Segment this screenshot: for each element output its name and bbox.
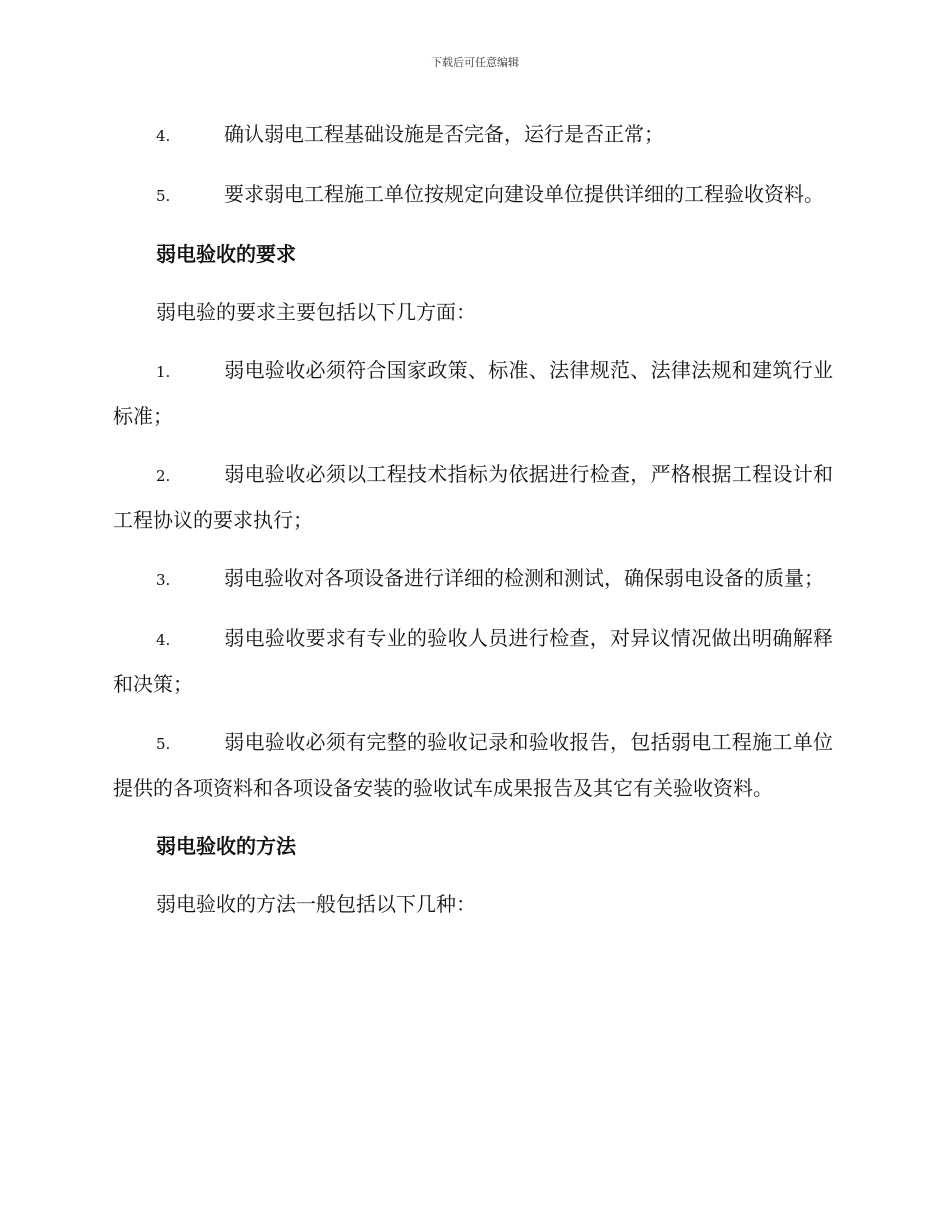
list-text: 要求弱电工程施工单位按规定向建设单位提供详细的工程验收资料。: [224, 182, 824, 206]
list-item: [113, 452, 833, 542]
list-text: 确认弱电工程基础设施是否完备，运行是否正常；: [224, 122, 664, 146]
list-item: [113, 172, 833, 218]
list-text: 弱电验收必须有完整的验收记录和验收报告，包括弱电工程施工单位提供的各项资料和各项设备安装的验收试车成果报告及其它有关验收资料。: [113, 730, 833, 800]
page-header: 下载后可任意编辑: [431, 56, 519, 69]
section-intro-methods: 弱电验收的方法一般包括以下几种：: [156, 892, 476, 916]
list-item: [113, 112, 833, 158]
section-intro-requirements: 弱电验的要求主要包括以下几方面：: [156, 300, 476, 324]
document-content: [113, 112, 833, 940]
list-number: 5.: [156, 187, 171, 205]
list-item: [113, 348, 833, 438]
list-text: 弱电验收对各项设备进行详细的检测和测试，确保弱电设备的质量；: [224, 566, 824, 590]
list-number: 4.: [156, 631, 171, 649]
list-number: 3.: [156, 571, 171, 589]
list-text: 弱电验收要求有专业的验收人员进行检查，对异议情况做出明确解释和决策；: [113, 626, 833, 696]
list-number: 4.: [156, 127, 171, 145]
list-number: 5.: [156, 735, 171, 753]
list-item: [113, 720, 833, 810]
list-number: 1.: [156, 363, 171, 381]
list-item: [113, 556, 833, 602]
list-item: [113, 616, 833, 706]
section-heading-methods: 弱电验收的方法: [156, 834, 296, 858]
list-text: 弱电验收必须以工程技术指标为依据进行检查，严格根据工程设计和工程协议的要求执行；: [113, 462, 833, 532]
list-text: 弱电验收必须符合国家政策、标准、法律规范、法律法规和建筑行业标准；: [113, 358, 833, 428]
list-number: 2.: [156, 467, 171, 485]
section-heading-requirements: 弱电验收的要求: [156, 242, 296, 266]
